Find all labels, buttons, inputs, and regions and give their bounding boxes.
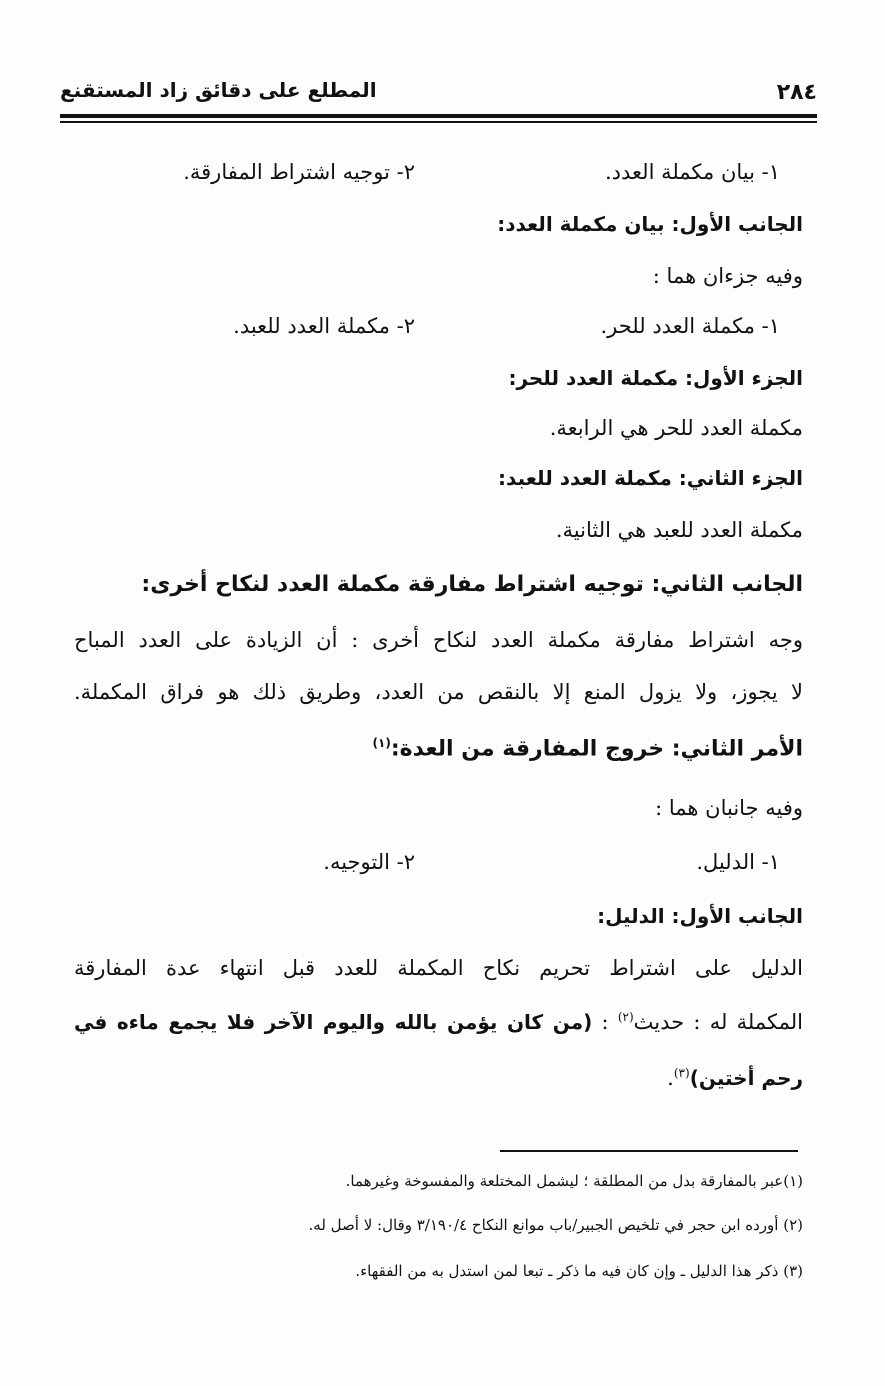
footnote-ref[interactable]: (٢) [617, 1010, 634, 1024]
paragraph-line: لا يجوز، ولا يزول المنع إلا بالنقص من العدد، وطريق ذلك هو فراق المكملة. [74, 680, 803, 704]
section-heading: الجزء الأول: مكملة العدد للحر: [508, 366, 803, 390]
header-rule-thick [60, 114, 817, 118]
footnote: (٣) ذكر هذا الدليل ـ وإن كان فيه ما ذكر ـ تبعا لمن استدل به من الفقهاء. [355, 1262, 803, 1280]
paragraph-line: مكملة العدد للحر هي الرابعة. [549, 416, 803, 440]
page-header [60, 72, 817, 112]
running-title: المطلع على دقائق زاد المستقنع [60, 78, 377, 102]
paragraph-line: مكملة العدد للعبد هي الثانية. [555, 518, 803, 542]
page-number: ٢٨٤ [776, 80, 817, 105]
list-item: ٢- التوجيه. [323, 850, 415, 874]
paragraph-line: وجه اشتراط مفارقة مكملة العدد لنكاح أخرى : أن الزيادة على العدد المباح [74, 628, 803, 652]
list-item: ١- مكملة العدد للحر. [600, 314, 780, 338]
paragraph-line [667, 1066, 803, 1090]
text-run: . [667, 1066, 674, 1090]
heading-text: الأمر الثاني: خروج المفارقة من العدة: [390, 736, 803, 762]
footnote: (١)عبر بالمفارقة بدل من المطلقة ؛ ليشمل المختلعة والمفسوخة وغيرهما. [345, 1172, 803, 1190]
footnote-ref[interactable]: (٣) [673, 1066, 690, 1080]
paragraph-line [74, 1010, 803, 1034]
hadith-quote: (من كان يؤمن بالله واليوم الآخر فلا يجمع ماءه في [74, 1010, 593, 1034]
text-run: المكملة له : حديث [633, 1010, 803, 1034]
footnote-separator [500, 1150, 798, 1152]
section-heading [373, 736, 803, 761]
section-heading: الجانب الأول: الدليل: [597, 904, 803, 928]
section-heading: الجانب الثاني: توجيه اشتراط مفارقة مكملة العدد لنكاح أخرى: [141, 572, 803, 597]
text-run: : [592, 1010, 618, 1034]
paragraph-line: وفيه جانبان هما : [655, 796, 803, 820]
footnote: (٢) أورده ابن حجر في تلخيص الجبير/باب موانع النكاح ٣/١٩٠/٤ وقال: لا أصل له. [308, 1216, 803, 1234]
section-heading: الجزء الثاني: مكملة العدد للعبد: [498, 466, 803, 490]
list-item: ٢- توجيه اشتراط المفارقة. [183, 160, 415, 184]
section-heading: الجانب الأول: بيان مكملة العدد: [497, 212, 803, 236]
list-item: ١- بيان مكملة العدد. [604, 160, 780, 184]
header-rule-thin [60, 121, 817, 123]
footnote-ref[interactable]: (١) [372, 736, 391, 750]
list-item: ١- الدليل. [696, 850, 780, 874]
hadith-quote: رحم أختين) [689, 1066, 803, 1090]
list-item: ٢- مكملة العدد للعبد. [233, 314, 415, 338]
paragraph-line: الدليل على اشتراط تحريم نكاح المكملة للعدد قبل انتهاء عدة المفارقة [74, 956, 803, 980]
paragraph-line: وفيه جزءان هما : [652, 264, 803, 288]
